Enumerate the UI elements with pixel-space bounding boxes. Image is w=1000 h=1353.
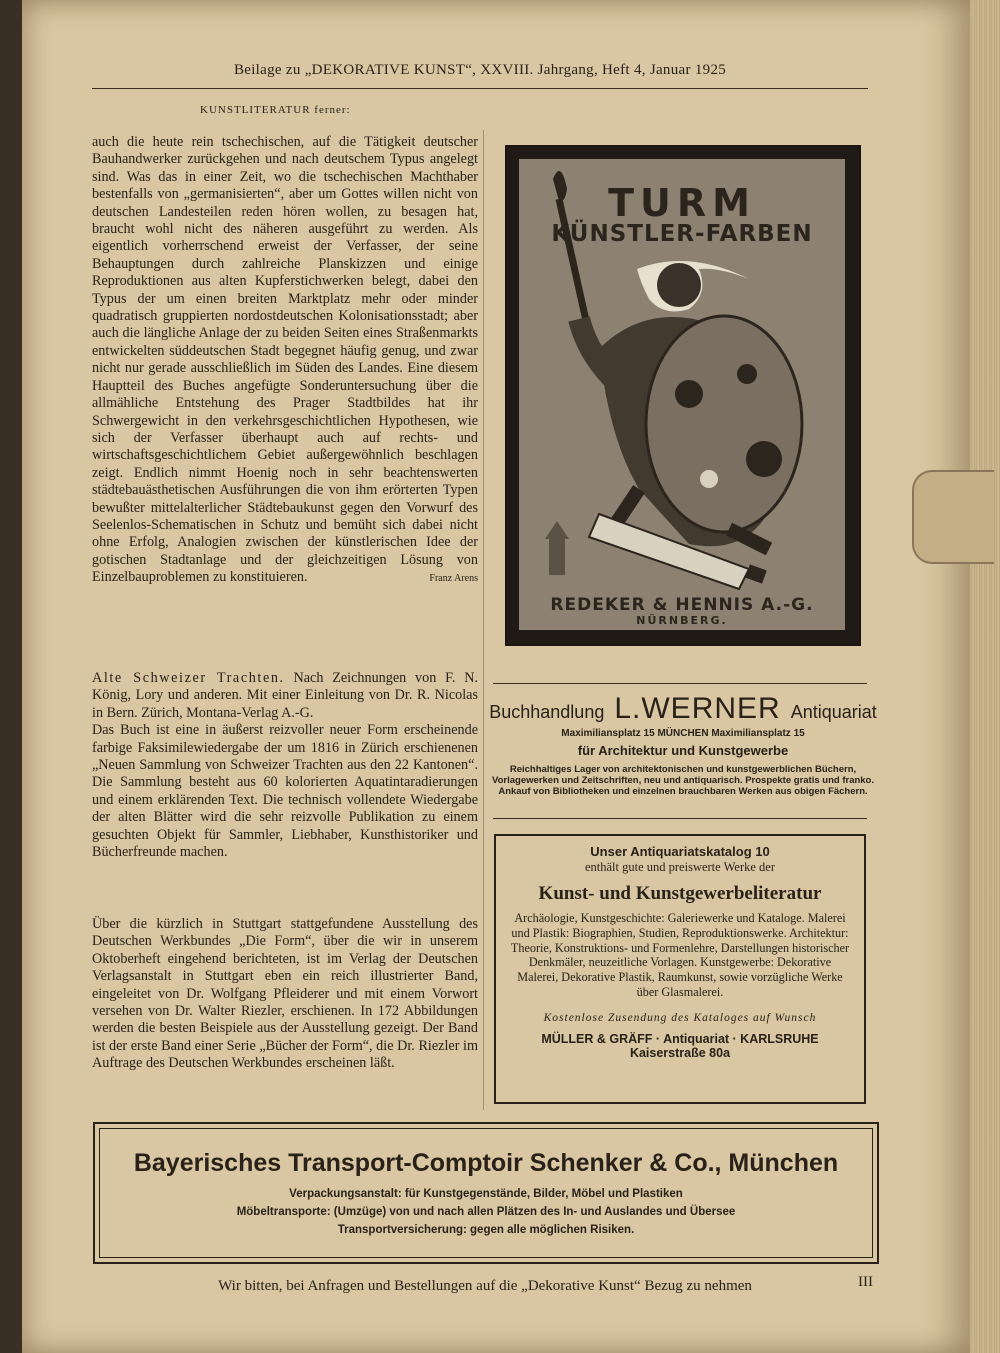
poster-city: NÜRNBERG. <box>636 614 728 627</box>
ad-divider <box>493 683 867 684</box>
page-edges <box>970 0 1000 1353</box>
werner-address: Maximiliansplatz 15 MÜNCHEN Maximiliansplatz 15 <box>561 728 805 739</box>
schenker-line-moving: Möbeltransporte: (Umzüge) von und nach allen Plätzen des In- und Auslandes und Übersee <box>236 1206 736 1218</box>
poster-subtitle: KÜNSTLER-FARBEN <box>551 221 813 247</box>
review-text: auch die heute rein tschechischen, auf die Tätigkeit deutscher Bauhandwerker zurückgehen und nach deutschem Typus angelegt sind. Was das in einer Zeit, wo die tschechischen Machthaber bestenfalls von „germanisierten“, aber um Gottes willen nicht von deutschen Landesteilen reden hören wollen, zu besagen hat, braucht wohl nicht des näheren ausgeführt zu werden. Als eigentlich vorherrschend erweist der Verfasser, der seine Behauptungen durch zahlreiche Planskizzen und einige Reproduktionen aus alten Kupferstichwerken belegt, dabei den Typus der um einen breiten Marktplatz mehr oder minder quadratisch gruppierten nordostdeutschen Kolonisationsstadt; aber auch die längliche Anlage der zu beiden Seiten eines Straßenmarkts entwickelten süddeutschen Stadt begegnet häufig genug, und zwar nicht nur gerade ausschließlich im Süden des Landes. Eine diesem Hauptteil des Buches angefügte Sonderuntersuchung über die allmähliche Entstehung des Prager Stadtbildes hat ihr Schwergewicht in den verkehrsgeschichtlichen Hypothesen, wie sich der Verfasser überhaupt auch auf rechts- und wirtschaftsgeschichtlichem Gebiet außergewöhnlich beschlagen zeigt. Endlich nimmt Hoenig noch in sehr beachtenswerten städtebauästhetischen Ausführungen die von ihm erörterten Typen bewußter mittelalterlicher Städtebaukunst gegen den Vorwurf des Seelenlos-Schematischen in Schutz und bemüht sich dabei nicht ohne Erfolg, Analogien zwischen der künstlerischen Idee der gotischen Stadtanlage und der gleichzeitigen Lösung von Einzelbauproblemen zu konstituieren. <box>92 134 478 586</box>
schenker-ad <box>93 1122 879 1264</box>
turm-poster-ad <box>505 145 861 646</box>
schenker-title: Bayerisches Transport-Comptoir Schenker & Co., München <box>133 1149 839 1177</box>
schenker-line-insurance: Transportversicherung: gegen alle möglichen Risiken. <box>337 1224 635 1236</box>
schenker-line-packing: Verpackungsanstalt: für Kunstgegenstände, Bilder, Möbel und Plastiken <box>289 1188 683 1200</box>
catalog-firm: MÜLLER & GRÄFF · Antiquariat · KARLSRUHE <box>541 1031 819 1046</box>
column-divider <box>483 130 484 1110</box>
book-details: Nach Zeichnungen von F. N. König, Lory und anderen. Mit einer Einleitung von Dr. R. Nicolas in Bern. Zürich, Montana-Verlag A.-G. <box>92 670 478 721</box>
footer-note: Wir bitten, bei Anfragen und Bestellungen auf die „Dekorative Kunst“ Bezug zu nehmen <box>218 1278 752 1294</box>
page-number: III <box>858 1274 873 1290</box>
review-text: Über die kürzlich in Stuttgart stattgefundene Ausstellung des Deutschen Werkbundes „Die Form“, über die wir in unserem Oktoberheft eingehend berichteten, ist im Verlag der Deutschen Verlagsanstalt in Stuttgart eben ein reich illustrierter Band, eingeleitet von Dr. Wolfgang Pfleiderer und mit einem Vorwort versehen von Dr. Walter Riezler, erschienen. In 172 Abbildungen werden die besten Beispiele aus der Ausstellung gezeigt. Der Band ist der erste Band einer Serie „Bücher der Form“, die Dr. Riezler im Auftrage des Deutschen Werkbundes erscheinen läßt. <box>92 916 478 1072</box>
review-continuation <box>92 134 478 587</box>
werner-ad <box>488 692 878 797</box>
running-head: Beilage zu „DEKORATIVE KUNST“, XXVIII. Jahrgang, Heft 4, Januar 1925 <box>233 62 727 78</box>
ad-divider <box>493 818 867 819</box>
werner-suffix: Antiquariat <box>790 702 877 722</box>
poster-company: REDEKER & HENNIS A.-G. <box>519 595 845 615</box>
catalog-free: Kostenlose Zusendung des Kataloges auf Wunsch <box>543 1011 817 1024</box>
review-text: Das Buch ist eine in äußerst reizvoller neuer Form erscheinende farbige Faksimilewiedergabe der um 1816 in Zürich erschienenen „Neuen Sammlung von Schweizer Trachten aus den 22 Kantonen“. Die Sammlung besteht aus 60 kolorierten Aquatintaradierungen und einem erklärenden Text. Die technisch vollendete Wiedergabe der alten Blätter wird die sehr reizvolle Publikation zu einem gesuchten Objekt für Sammler, Liebhaber, Kunsthistoriker und Bücherfreunde machen. <box>92 722 478 861</box>
binder-tab <box>912 470 994 564</box>
catalog-sub: enthält gute und preiswerte Werke der <box>584 860 775 874</box>
section-heading: KUNSTLITERATUR ferner: <box>200 104 351 116</box>
catalog-body: Archäologie, Kunstgeschichte: Galeriewerke und Kataloge. Malerei und Plastik: Biographien, Studien, Reproduktionswerke. Architektur: Theorie, Konstruktions- und Formenlehre, Darstellungen historischer Denkmäler, neuzeitliche Vorlagen. Kunstgewerbe: Dekorative Malerei, Dekorative Plastik, Raumkunst, sowie vorzügliche Werke über Glasmalerei. <box>510 911 850 999</box>
poster-title: TURM <box>608 181 756 225</box>
review-schweizer-trachten <box>92 670 478 861</box>
werner-specialty: für Architektur und Kunstgewerbe <box>577 743 789 758</box>
book-title: Alte Schweizer Trachten. <box>92 670 285 686</box>
werner-text: Reichhaltiges Lager von architektonischen und kunstgewerblichen Büchern, Vorlagewerken und Zeitschriften, neu und antiquarisch. Prospekte gratis und franko. Ankauf von Bibliotheken und einzelnen brauchbaren Werken aus obigen Fächern. <box>492 764 875 797</box>
werner-prefix: Buchhandlung <box>489 702 605 722</box>
catalog-ad <box>494 834 866 1104</box>
catalog-address: Kaiserstraße 80a <box>629 1045 731 1060</box>
werner-name: L.WERNER <box>614 692 781 725</box>
review-signature: Franz Arens <box>429 572 478 584</box>
catalog-title: Kunst- und Kunstgewerbeliteratur <box>538 883 822 904</box>
review-die-form <box>92 916 478 1073</box>
header-rule <box>92 88 868 89</box>
catalog-head: Unser Antiquariatskatalog 10 <box>590 844 770 859</box>
